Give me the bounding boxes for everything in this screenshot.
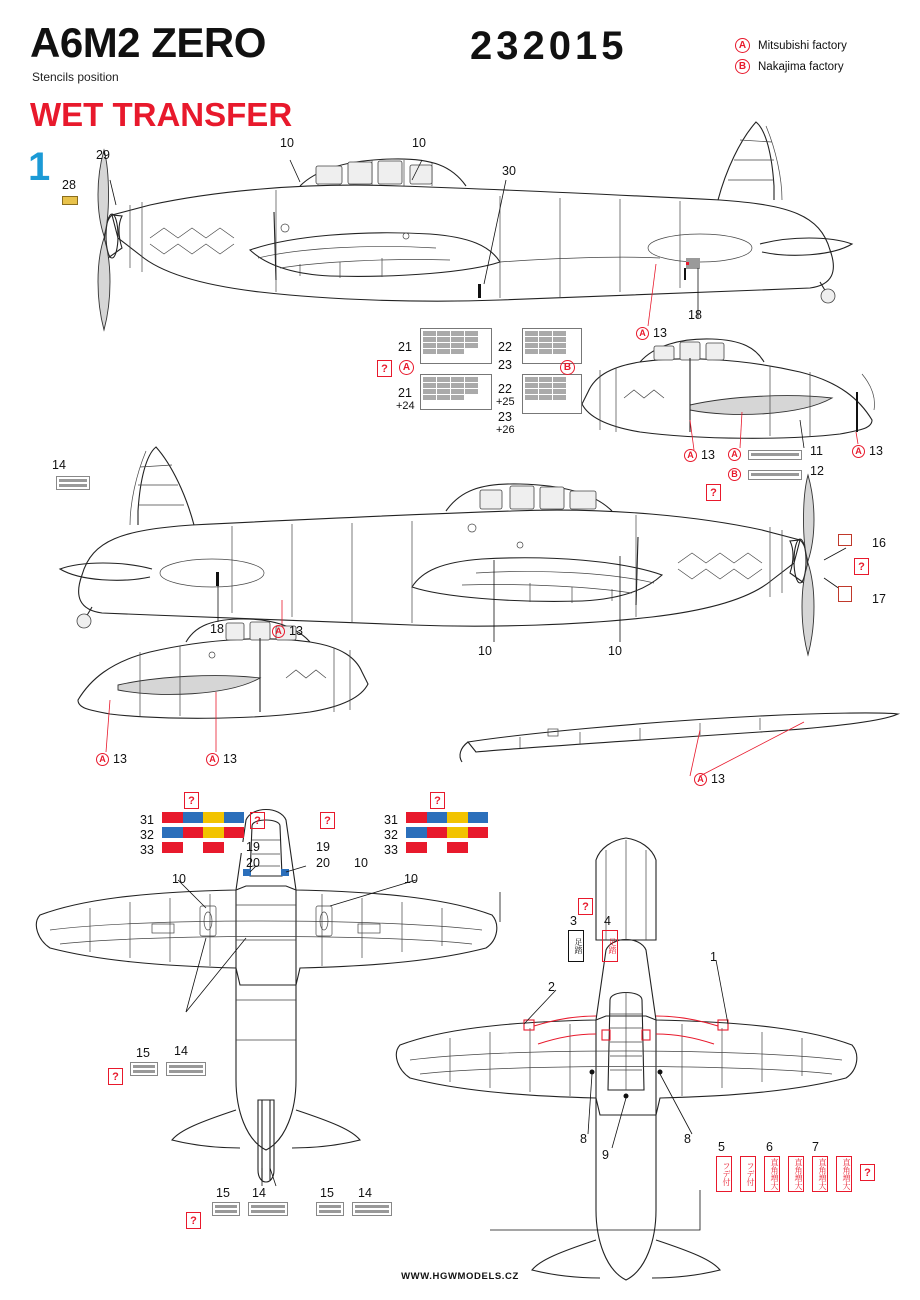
- mark-a-icon: A: [684, 449, 697, 462]
- decal-28: [62, 196, 78, 205]
- sheet-number: 1: [28, 145, 51, 189]
- callout-13: 13: [653, 326, 667, 340]
- kanji-decal-5: フデ付: [716, 1156, 732, 1192]
- callout-2: 2: [548, 980, 555, 994]
- product-code: 232015: [470, 24, 628, 68]
- question-box-16: ?: [854, 558, 869, 575]
- callout-7: 7: [812, 1140, 819, 1154]
- flag-bands-33-r: [406, 842, 488, 853]
- callout-10-b: 10: [412, 136, 426, 150]
- callout-20-b: 20: [316, 856, 330, 870]
- callout-13: 13: [113, 752, 127, 766]
- flag-decals-right: [384, 812, 488, 857]
- decal-14-b: [166, 1062, 206, 1076]
- flag-row-31: [140, 812, 244, 827]
- callout-21: 21: [398, 340, 412, 354]
- side-view-small-lower-left: [78, 619, 368, 752]
- legend-label-b: Nakajima factory: [758, 60, 844, 73]
- decal-rows: [421, 329, 491, 356]
- flag-bands-32-r: [406, 827, 488, 838]
- product-type-label: WET TRANSFER: [30, 96, 293, 133]
- callout-10-d: 10: [608, 644, 622, 658]
- callout-14-a: 14: [52, 458, 66, 472]
- callout-29: 29: [96, 148, 110, 162]
- callout-19-b: 19: [316, 840, 330, 854]
- callout-10-f: 10: [172, 872, 186, 886]
- question-box-3-4: ?: [578, 898, 593, 915]
- callout-10-g: 10: [404, 872, 418, 886]
- callout-11: 11: [810, 444, 823, 458]
- decal-rows: [421, 375, 491, 402]
- decal-17: [838, 586, 852, 602]
- decal-sheet-21-24: [420, 374, 492, 410]
- callout-10-e: 10: [354, 856, 368, 870]
- decal-14-d: [352, 1202, 392, 1216]
- callout-5: 5: [718, 1140, 725, 1154]
- decal-sheet-21: [420, 328, 492, 364]
- callout-21-plus: +24: [396, 400, 415, 412]
- callout-18-b: 18: [210, 622, 224, 636]
- callout-9: 9: [602, 1148, 609, 1162]
- callout-23-plus: +26: [496, 424, 515, 436]
- flag-row-31-r: [384, 812, 488, 827]
- page-subtitle: Stencils position: [32, 70, 119, 84]
- callout-14-c: 14: [252, 1186, 266, 1200]
- callout-17: 17: [872, 592, 886, 606]
- kanji-decal-7b: 直角増大: [836, 1156, 852, 1192]
- callout-15-c: 15: [320, 1186, 334, 1200]
- callout-13: 13: [869, 444, 883, 458]
- flag-label-33-r: 33: [384, 842, 398, 857]
- question-box-15-b: ?: [186, 1212, 201, 1229]
- callout-23: 23: [498, 358, 512, 372]
- side-view-small-upper-right: [582, 339, 875, 450]
- question-box-19-left: ?: [250, 812, 265, 829]
- decal-14-a: [56, 476, 90, 490]
- kanji-decal-5b: フデ付: [740, 1156, 756, 1192]
- callout-a13-wing: [694, 772, 725, 786]
- mark-a-icon: A: [735, 38, 750, 53]
- callout-12: 12: [810, 464, 824, 478]
- decal-15-c: [316, 1202, 344, 1216]
- callout-14-b: 14: [174, 1044, 188, 1058]
- callout-20-a: 20: [246, 856, 260, 870]
- kanji-decal-7: 直角増大: [812, 1156, 828, 1192]
- callout-13: 13: [223, 752, 237, 766]
- decal-14-c: [248, 1202, 288, 1216]
- mark-b-icon-decal: B: [560, 360, 575, 375]
- callout-16: 16: [872, 536, 886, 550]
- mark-b-icon: B: [735, 59, 750, 74]
- flag-bands-31-r: [406, 812, 488, 823]
- callout-23-b: 23: [498, 410, 512, 424]
- callout-a13-ll1: [96, 752, 127, 766]
- callout-13: 13: [701, 448, 715, 462]
- callout-19-a: 19: [246, 840, 260, 854]
- decal-16: [838, 534, 852, 546]
- flag-bands-33: [162, 842, 244, 853]
- flag-row-33: [140, 842, 244, 857]
- decal-sheet-23: [522, 374, 582, 414]
- flag-decals-left: [140, 812, 244, 857]
- flag-bands-31: [162, 812, 244, 823]
- callout-a13-mid: [272, 624, 303, 638]
- callout-18-a: 18: [688, 308, 702, 322]
- decal-15-b: [212, 1202, 240, 1216]
- callout-28: 28: [62, 178, 76, 192]
- mark-a-icon-decal: A: [399, 360, 414, 375]
- kanji-decal-6b: 直角増大: [788, 1156, 804, 1192]
- callout-22-b: 22: [498, 382, 512, 396]
- callout-10-a: 10: [280, 136, 294, 150]
- kanji-decal-4: 足踏: [602, 930, 618, 962]
- decal-12: [748, 470, 802, 480]
- callout-a13-ur1: [684, 448, 715, 462]
- flag-row-33-r: [384, 842, 488, 857]
- question-box-flags-left: ?: [184, 792, 199, 809]
- callout-21-b: 21: [398, 386, 412, 400]
- plan-view-top: [396, 838, 856, 1280]
- question-box-flags-right: ?: [430, 792, 445, 809]
- callout-14-d: 14: [358, 1186, 372, 1200]
- callout-13: 13: [289, 624, 303, 638]
- page-title: A6M2 ZERO: [30, 19, 266, 66]
- callout-3: 3: [570, 914, 577, 928]
- question-box-11: ?: [706, 484, 721, 501]
- question-box-15-a: ?: [108, 1068, 123, 1085]
- kanji-decal-6: 直角増大: [764, 1156, 780, 1192]
- callout-a13-ur2: [852, 444, 883, 458]
- callout-8-a: 8: [580, 1132, 587, 1146]
- callout-30: 30: [502, 164, 516, 178]
- callout-a13-top: [636, 326, 667, 340]
- decal-15-a: [130, 1062, 158, 1076]
- mark-b-icon-12: B: [728, 468, 741, 481]
- callout-1: 1: [710, 950, 717, 964]
- decal-11: [748, 450, 802, 460]
- flag-bands-32: [162, 827, 244, 838]
- callout-15-a: 15: [136, 1046, 150, 1060]
- question-box-21: ?: [377, 360, 392, 377]
- flag-label-32-r: 32: [384, 827, 398, 842]
- callout-4: 4: [604, 914, 611, 928]
- side-view-main: [98, 122, 852, 330]
- wing-edge-view: [460, 713, 898, 776]
- callout-13: 13: [711, 772, 725, 786]
- callout-15-b: 15: [216, 1186, 230, 1200]
- flag-label-31-r: 31: [384, 812, 398, 827]
- callout-22: 22: [498, 340, 512, 354]
- flag-label-31: 31: [140, 812, 154, 827]
- decal-rows: [523, 375, 581, 402]
- question-box-5-7: ?: [860, 1164, 875, 1181]
- flag-row-32: [140, 827, 244, 842]
- mark-a-icon: A: [694, 773, 707, 786]
- callout-22-plus: +25: [496, 396, 515, 408]
- mark-a-icon: A: [206, 753, 219, 766]
- flag-label-32: 32: [140, 827, 154, 842]
- mark-a-icon: A: [636, 327, 649, 340]
- flag-label-33: 33: [140, 842, 154, 857]
- decal-sheet-22: [522, 328, 582, 364]
- kanji-decal-3: 足踏: [568, 930, 584, 962]
- callout-a13-ll2: [206, 752, 237, 766]
- mark-a-icon: A: [96, 753, 109, 766]
- callout-10-c: 10: [478, 644, 492, 658]
- mark-a-icon: A: [272, 625, 285, 638]
- legend-label-a: Mitsubishi factory: [758, 39, 847, 52]
- footer-url: WWW.HGWMODELS.CZ: [401, 1271, 519, 1282]
- plan-view-bottom: [36, 810, 500, 1187]
- flag-row-32-r: [384, 827, 488, 842]
- mark-a-icon: A: [852, 445, 865, 458]
- callout-6: 6: [766, 1140, 773, 1154]
- question-box-19-right: ?: [320, 812, 335, 829]
- callout-8-b: 8: [684, 1132, 691, 1146]
- mark-a-icon-11: A: [728, 448, 741, 461]
- decal-rows: [523, 329, 581, 356]
